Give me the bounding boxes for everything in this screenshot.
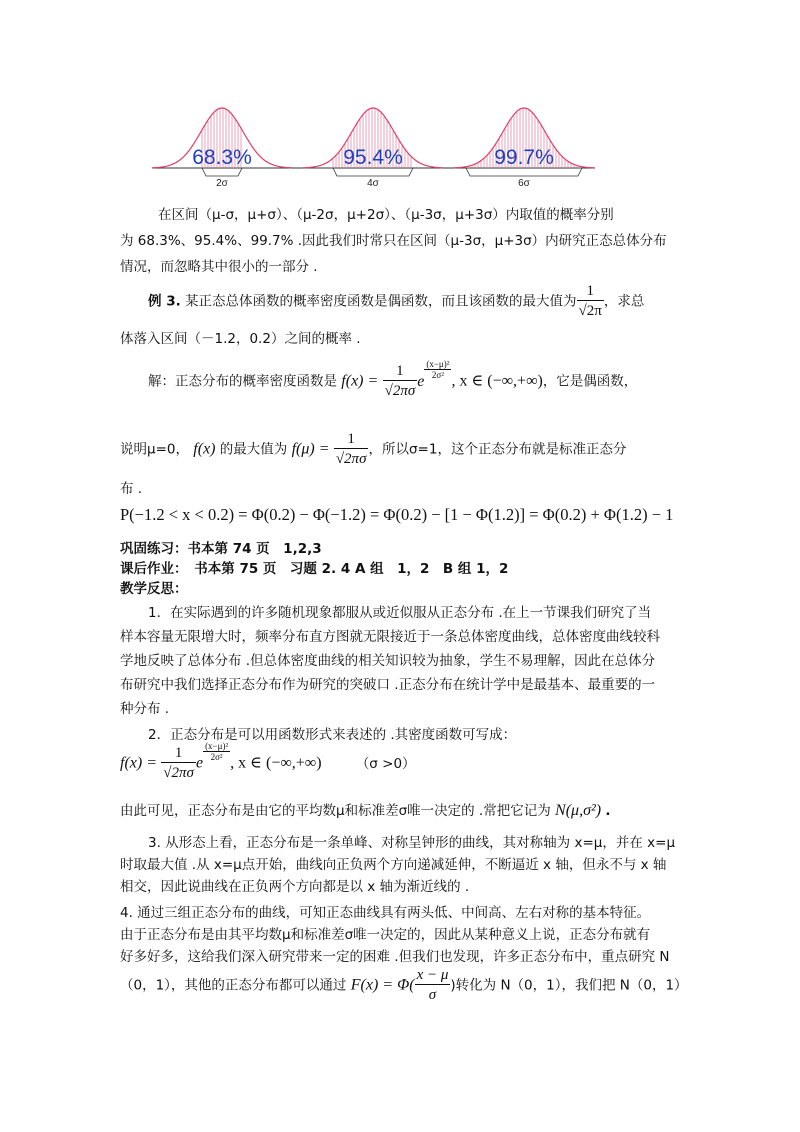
r3-line3: 相交，因此说曲线在正负两个方向都是以 x 轴为渐近线的 . (120, 879, 470, 895)
r1-line4: 布研究中我们选择正态分布作为研究的突破口 .正态分布在统计学中是最基本、最重要的一 (120, 677, 656, 693)
example-label: 例 3. (148, 293, 181, 310)
solution-line3: 布 . (120, 481, 143, 497)
curve-width-label-3: 6σ (518, 178, 530, 189)
para1-line3: 情况，而忽略其中很小的一部分 . (120, 259, 318, 275)
para1-line1: 在区间（μ-σ，μ+σ）、（μ-2σ，μ+2σ）、（μ-3σ，μ+3σ）内取值的概率分别 (158, 207, 614, 223)
reflection-heading: 教学反思： (120, 581, 188, 597)
curve-percentage-1: 68.3% (192, 146, 252, 169)
para1-line2: 为 68.3%、95.4%、99.7% .因此我们时常只在区间（μ-3σ，μ+3σ）内研究正态总体分布 (120, 233, 667, 249)
r1-line2: 样本容量无限增大时，频率分布直方图就无限接近于一条总体密度曲线，总体密度曲线较科 (120, 629, 660, 645)
curve-percentage-2: 95.4% (343, 146, 403, 169)
r2-line: 2．正态分布是可以用函数形式来表述的 .其密度函数可写成： (148, 727, 517, 743)
r1-line3: 学地反映了总体分布 .但总体密度曲线的相关知识较为抽象，学生不易理解，因此在总体分 (120, 653, 656, 669)
density-formula: f(x) = $\frac{1}{√2\pi\sigma}$ e $\frac{\text{(x−μ)²}}{\text{2σ²}}$ , x ∈ (−∞,+∞) （σ >0） (120, 741, 416, 781)
r1-line1: 1．在实际遇到的许多随机现象都服从或近似服从正态分布 .在上一节课我们研究了当 (148, 605, 652, 621)
r4-line2: 由于正态分布是由其平均数μ和标准差σ唯一决定的，因此从某种意义上说，正态分布就有 (120, 927, 651, 943)
r1-line5: 种分布 . (120, 701, 170, 717)
example-line2: 体落入区间（－1.2，0.2）之间的概率 . (120, 331, 361, 347)
r4-line4: （0，1），其他的正态分布都可以通过 F(x) = Φ( $\frac{x - \mu}{\sigma}$ )转化为 N（0，1），我们把 N（0，1） (120, 967, 688, 1003)
example-fraction: $\frac{1}{√2\pi}$ (578, 283, 602, 319)
curve-width-label-2: 4σ (367, 178, 379, 189)
curve-width-label-1: 2σ (216, 178, 228, 189)
r3-line1: 3. 从形态上看，正态分布是一条单峰、对称呈钟形的曲线，其对称轴为 x=μ，并在 x=μ (148, 835, 676, 851)
example-text: 某正态总体函数的概率密度函数是偶函数，而且该函数的最大值为 (185, 293, 577, 310)
practice-line: 巩固练习：书本第 74 页 1,2,3 (120, 541, 322, 557)
example-line1: 例 3. 某正态总体函数的概率密度函数是偶函数，而且该函数的最大值为 $\frac{1}{√2\pi}$ ，求总 (148, 283, 645, 319)
curve-percentage-3: 99.7% (494, 146, 554, 169)
homework-line: 课后作业： 书本第 75 页 习题 2. 4 A 组 1，2 B 组 1，2 (120, 561, 509, 577)
r4-line3: 好多好多，这给我们深入研究带来一定的困难 .但我们也发现，许多正态分布中，重点研究 N (120, 949, 670, 965)
solution-line1: 解：正态分布的概率密度函数是 f(x) = $\frac{1}{√2\pi\sigma}$ e $\frac{\text{(x−μ)²}}{\text{2σ²}}$ , x ∈ (−∞,+∞)，它是偶函数， (148, 359, 638, 399)
r2-after: 由此可见，正态分布是由它的平均数μ和标准差σ唯一决定的 .常把它记为 N(μ,σ²) . (120, 802, 611, 819)
r3-line2: 时取最大值 .从 x=μ点开始，曲线向正负两个方向递减延伸，不断逼近 x 轴，但永不与 x 轴 (120, 857, 667, 873)
probability-formula: P(−1.2 < x < 0.2) = Φ(0.2) − Φ(−1.2) = Φ(0.2) − [1 − Φ(1.2)] = Φ(0.2) + Φ(1.2) − 1 (120, 505, 674, 524)
solution-line2: 说明μ=0， f(x) 的最大值为 f(μ) = $\frac{1}{√2\pi\sigma}$ ，所以σ=1，这个正态分布就是标准正态分 (120, 431, 627, 467)
r4-line1: 4. 通过三组正态分布的曲线，可知正态曲线具有两头低、中间高、左右对称的基本特征。 (120, 905, 651, 921)
